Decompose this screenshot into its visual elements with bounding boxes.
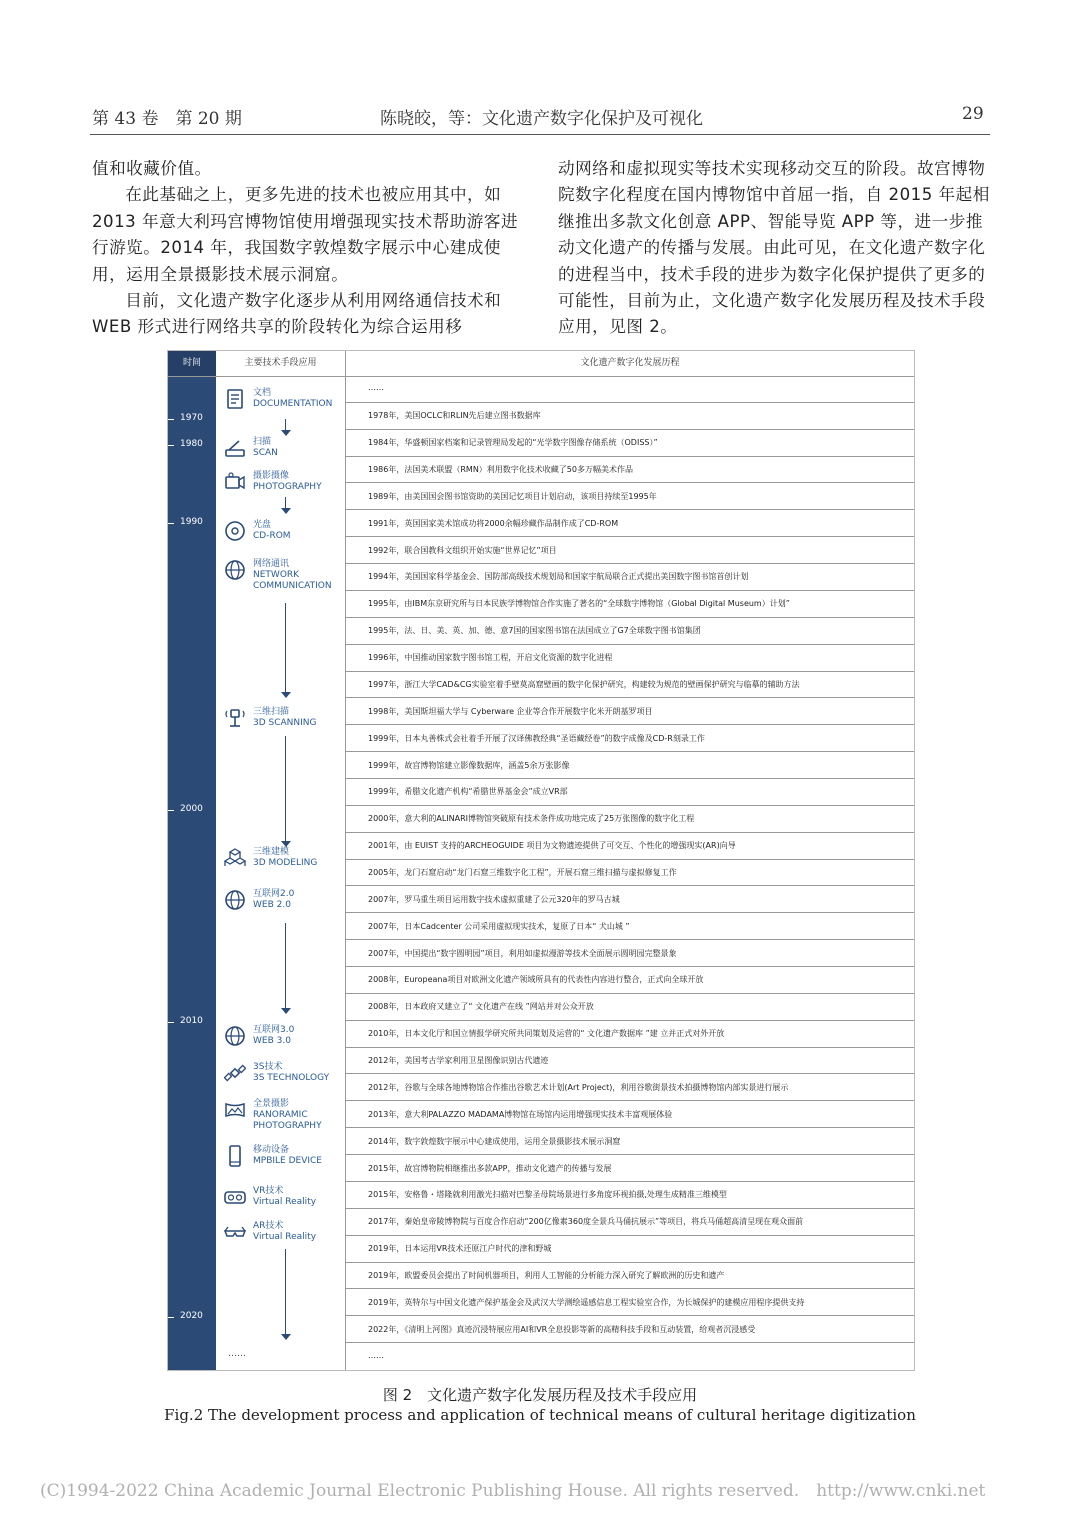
event-text: 2019年，日本运用VR技术还原江户时代的津和野城 [368,1244,552,1254]
paragraph: 值和收藏价值。 [92,159,212,178]
event-row [346,886,914,913]
event-text: …… [368,383,384,393]
arrow-down-icon [281,603,291,699]
event-text: 2012年，谷歌与全球各地博物馆合作推出谷歌艺术计划(Art Project)，利用谷歌街景技术拍摄博物馆内部实景进行展示 [368,1082,789,1092]
event-row [346,483,914,510]
arrow-down-icon [281,736,291,848]
copyright-footer: (C)1994-2022 China Academic Journal Electronic Publishing House. All rights reserved. http://www.cnki.net [40,1481,986,1501]
event-text: 2007年，中国提出“数字圆明园”项目，利用如虚拟漫游等技术全面展示圆明园完整景象 [368,948,677,958]
event-text: 2019年，欧盟委员会提出了时间机器项目，利用人工智能的分析能力深入研究了解欧洲的历史和遗产 [368,1270,725,1280]
vr-headset-icon [224,1186,246,1208]
event-row [346,1316,914,1343]
event-row [346,1343,914,1370]
event-text: 2007年，罗马重生项目运用数字技术虚拟重建了公元320年的罗马古城 [368,894,620,904]
timeline-figure [167,350,915,1371]
event-row [346,564,914,591]
event-row [346,645,914,672]
event-row [346,913,914,940]
event-row [346,1209,914,1236]
event-text: 1984年，华盛顿国家档案和记录管理局发起的“光学数字图像存储系统（ODISS）” [368,438,658,448]
tech-ellipsis: …… [228,1349,246,1359]
running-title: 陈晓皎，等：文化遗产数字化保护及可视化 [380,109,703,129]
event-text: 1999年，希腊文化遗产机构“希腊世界基金会”成立VR部 [368,787,568,797]
event-text: 2015年，安格鲁・塔隆就利用激光扫描对巴黎圣母院场景进行多角度环视拍摄,处理生成精准三维模型 [368,1190,727,1200]
event-row [346,725,914,752]
arrow-down-icon [281,497,291,515]
event-row [346,1182,914,1209]
event-text: 2010年，日本文化厅和国立情报学研究所共同策划及运营的“ 文化遗产数据库 ”建 立并正式对外开放 [368,1029,725,1039]
event-row [346,1236,914,1263]
event-row [346,457,914,484]
left-column [92,156,524,341]
page-number: 29 [962,104,984,124]
event-row [346,403,914,430]
event-row [346,1021,914,1048]
event-row [346,376,914,403]
mobile-icon [224,1145,246,1167]
event-row [346,833,914,860]
event-row [346,940,914,967]
event-row [346,1263,914,1290]
event-row [346,1101,914,1128]
globe-icon [224,559,246,581]
paragraph: 在此基础之上，更多先进的技术也被应用其中，如 2013 年意大利玛宫博物馆使用增强现实技术帮助游客进行游览。2014 年，我国数字敦煌数字展示中心建成使用，运用全景摄影技术展示洞窟。 [92,185,519,284]
satellite-icon [224,1062,246,1084]
event-text: 1999年，故宫博物馆建立影像数据库，涵盖5余万张影像 [368,760,570,770]
arrow-down-icon [281,923,291,1015]
event-row [346,537,914,564]
event-row [346,806,914,833]
header-rule [90,134,990,135]
event-row [346,618,914,645]
event-row [346,779,914,806]
time-column: 时间 1970 1980 1990 2000 2010 2020 [168,351,216,1370]
arrow-down-icon [281,1249,291,1341]
event-row [346,430,914,457]
paragraph: 目前，文化遗产数字化逐步从利用网络通信技术和 WEB 形式进行网络共享的阶段转化为综合运用移 [92,291,502,337]
figure-caption-en: Fig.2 The development process and application of technical means of cultural heritage digitization [164,1406,916,1424]
event-text: 2014年，数字敦煌数字展示中心建成使用，运用全景摄影技术展示洞窟 [368,1136,621,1146]
event-text: 1991年，英国国家美术馆成功将2000余幅珍藏作品制作成了CD-ROM [368,518,619,528]
event-row [346,1128,914,1155]
event-text: 2012年，美国考古学家利用卫星图像识别古代遗迹 [368,1056,549,1066]
right-column [558,156,990,341]
event-text: 2019年，英特尔与中国文化遗产保护基金会及武汉大学测绘遥感信息工程实验室合作，为长城保护的建模应用程序提供支持 [368,1297,805,1307]
event-text: 2008年，日本政府又建立了“ 文化遗产在线 ”网站并对公众开放 [368,1002,594,1012]
time-column-header: 时间 [168,351,216,376]
event-text: 2007年，日本Cadcenter 公司采用虚拟现实技术，复原了日本“ 犬山城 ” [368,921,630,931]
camera-icon [224,471,246,493]
event-row [346,591,914,618]
event-text: 1995年，由IBM东京研究所与日本民族学博物馆合作实施了著名的“全球数字博物馆（Global Digital Museum）计划” [368,599,790,609]
event-text: 2022年，《清明上河图》真迹沉浸特展应用AI和VR全息投影等新的高精科技手段和互动装置，给观者沉浸感受 [368,1324,756,1334]
scanner-icon [224,437,246,459]
ar-glasses-icon [224,1221,246,1243]
event-text: 2015年，故宫博物院相继推出多款APP，推动文化遗产的传播与发展 [368,1163,612,1173]
journal-volume: 第 43 卷 第 20 期 [92,109,242,129]
event-text: 1986年，法国美术联盟（RMN）利用数字化技术收藏了50多万幅美术作品 [368,465,633,475]
document-icon [224,388,246,410]
event-row [346,1048,914,1075]
event-row [346,994,914,1021]
event-row [346,672,914,699]
event-text: 1992年，联合国教科文组织开始实施“世界记忆”项目 [368,545,557,555]
event-text: 2001年，由 EUIST 支持的ARCHEOGUIDE 项目为文物遗迹提供了可交互、个性化的增强现实(AR)向导 [368,841,736,851]
event-row [346,698,914,725]
event-text: 1996年，中国推动国家数字图书馆工程，开启文化资源的数字化进程 [368,653,613,663]
event-text: 1999年，日本丸善株式会社着手开展了汉译佛教经典“圣语藏经卷”的数字成像及CD-R刻录工作 [368,733,705,743]
arrow-down-icon [281,419,291,437]
event-row [346,1289,914,1316]
event-text: 2008年，Europeana项目对欧洲文化遗产领域所具有的代表性内容进行整合，正式向全球开放 [368,975,704,985]
event-row [346,510,914,537]
event-text: 1995年，法、日、美、英、加、德、意7国的国家图书馆在法国成立了G7全球数字图书馆集团 [368,626,701,636]
paragraph: 动网络和虚拟现实等技术实现移动交互的阶段。故宫博物院数字化程度在国内博物馆中首屈一指，自 2015 年起相继推出多款文化创意 APP、智能导览 APP 等，进一步推动文化遗产的传播与发展。由此可见，在文化遗产数字化的进程当中，技术手段的进步为数字化保护提供了更多的可能性，目前为止，文化遗产数字化发展历程及技术手段应用，见图 2。 [558,159,990,337]
event-text: 1997年，浙江大学CAD&CG实验室着手壁莫高窟壁画的数字化保护研究，构建较为规范的壁画保护研究与临摹的辅助方法 [368,679,800,689]
event-text: 1998年，美国斯坦福大学与 Cyberware 企业等合作开展数字化米开朗基罗项目 [368,706,653,716]
event-text: 1978年，美国OCLC和RLIN先后建立图书数据库 [368,411,541,421]
tech-column: 文档 DOCUMENTATION 扫描 SCAN 摄影摄像 PHOTOGRAPHY 光盘 CD-ROM 网络通讯 NETWORK COMMUNICATION 三维扫描 3D SCANNING 三维建模 3D MODELING 互联网2.0 WEB 2.0 互联网3.0 WEB 3.0 3S技术 3S TECHNOLOGY 全景摄影 RANORAMIC PHOTOGRAPHY 移动设备 MPBILE DEVICE VR技术 Virtual Reality AR技术 Virtual Reality …… [216,351,346,1370]
globe-icon [224,889,246,911]
panorama-icon [224,1099,246,1121]
event-row [346,752,914,779]
tech-column-header: 主要技术手段应用 [216,351,346,376]
event-text: 2000年，意大利的ALINARI博物馆突破原有技术条件成功地完成了25万张图像的数字化工程 [368,814,695,824]
history-column-header: 文化遗产数字化发展历程 [580,358,680,368]
event-row [346,967,914,994]
event-text: 2005年，龙门石窟启动“龙门石窟三维数字化工程”，开展石窟三维扫描与虚拟修复工作 [368,867,677,877]
event-text: …… [368,1350,384,1360]
cubes-icon [224,847,246,869]
event-text: 1994年，美国国家科学基金会、国防部高级技术规划局和国家宇航局联合正式提出美国数字图书馆首创计划 [368,572,749,582]
event-text: 2013年，意大利PALAZZO MADAMA博物馆在场馆内运用增强现实技术丰富观展体验 [368,1109,673,1119]
event-row [346,1155,914,1182]
globe-icon [224,1025,246,1047]
figure-caption-cn: 图 2 文化遗产数字化发展历程及技术手段应用 [382,1386,698,1404]
event-text: 1989年，由美国国会图书馆资助的美国记忆项目计划启动，该项目持续至1995年 [368,491,657,501]
event-row [346,860,914,887]
event-row [346,1074,914,1101]
3d-scanner-icon [224,707,246,729]
event-text: 2017年，秦始皇帝陵博物院与百度合作启动“200亿像素360度全景兵马俑抗展示”等项目，将兵马俑超高清呈现在观众面前 [368,1217,804,1227]
disc-icon [224,520,246,542]
